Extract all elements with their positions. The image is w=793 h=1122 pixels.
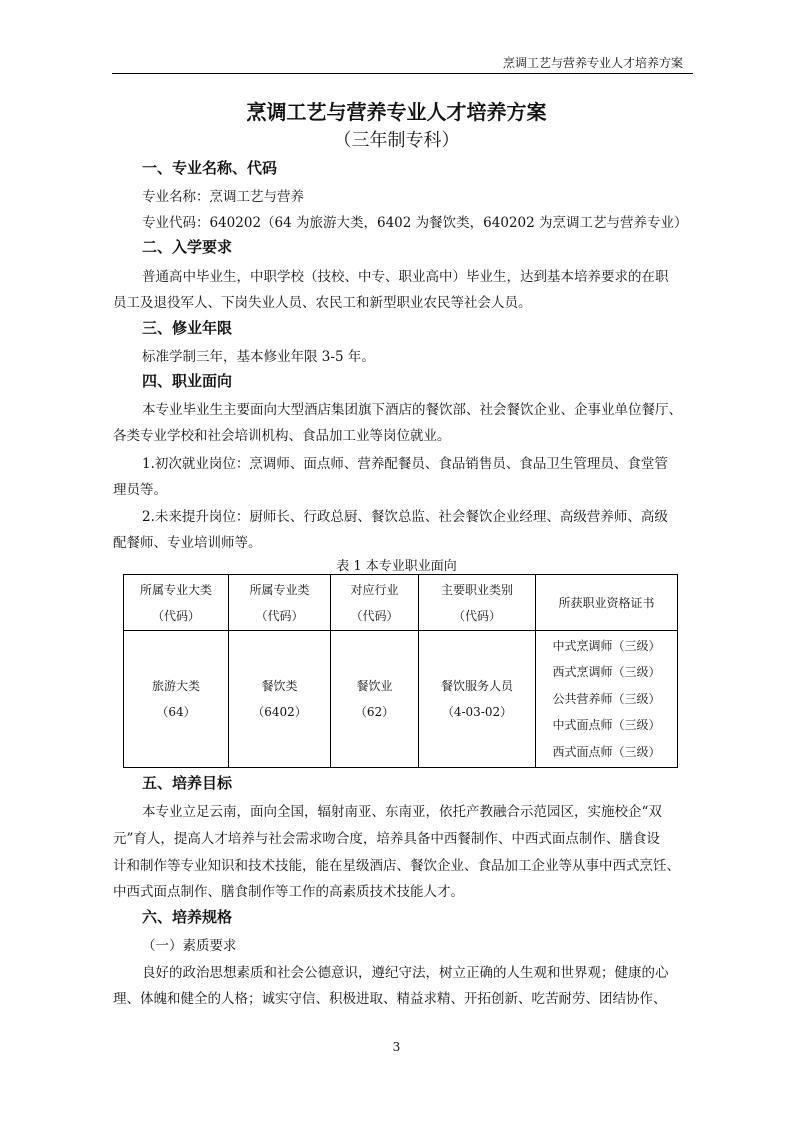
- table-cell: 旅游大类 （64）: [124, 631, 229, 768]
- career-orientation-table: [123, 574, 678, 768]
- page-number: 3: [392, 1040, 401, 1054]
- section-1-heading: 一、专业名称、代码: [142, 159, 278, 177]
- paragraph-line: 本专业立足云南，面向全国，辐射南亚、东南亚，依托产教融合示范园区，实施校企“双: [142, 804, 662, 820]
- section-5-heading: 五、培养目标: [142, 774, 233, 792]
- paragraph-line: 员工及退役军人、下岗失业人员、农民工和新型职业农民等社会人员。: [113, 295, 532, 311]
- table-header-cell: 所属专业类 （代码）: [229, 575, 331, 631]
- major-name-line: 专业名称：烹调工艺与营养: [142, 189, 304, 205]
- section-6-heading: 六、培养规格: [142, 908, 233, 926]
- document-title: 烹调工艺与营养专业人才培养方案: [246, 100, 547, 124]
- certificate-item: 西式面点师（三级）: [552, 744, 661, 759]
- table-header-row: [124, 575, 678, 631]
- certificate-list-cell: [536, 631, 678, 768]
- paragraph-line: 理员等。: [113, 482, 167, 498]
- document-subtitle: （三年制专科）: [333, 130, 460, 151]
- table-caption: 表 1 本专业职业面向: [336, 559, 457, 574]
- header-divider: [112, 73, 693, 74]
- section-2-heading: 二、入学要求: [142, 238, 233, 256]
- running-header-title: 烹调工艺与营养专业人才培养方案: [502, 56, 683, 70]
- table-header-cell: 主要职业类别 （代码）: [419, 575, 536, 631]
- table-header-cell: 对应行业 （代码）: [331, 575, 419, 631]
- table-row: [124, 631, 678, 768]
- paragraph-line: 良好的政治思想素质和社会公德意识，遵纪守法，树立正确的人生观和世界观；健康的心: [142, 965, 669, 981]
- paragraph-line: 元”育人，提高人才培养与社会需求吻合度，培养具备中西餐制作、中西式面点制作、膳食设: [113, 831, 660, 847]
- paragraph-line: 标准学制三年，基本修业年限 3-5 年。: [142, 349, 375, 365]
- section-4-heading: 四、职业面向: [142, 372, 233, 390]
- major-code-line: 专业代码：640202（64 为旅游大类，6402 为餐饮类，640202 为烹调工艺与营养专业）: [142, 215, 688, 231]
- paragraph-line: 本专业毕业生主要面向大型酒店集团旗下酒店的餐饮部、社会餐饮企业、企事业单位餐厅、: [142, 402, 682, 418]
- certificate-item: 西式烹调师（三级）: [552, 665, 661, 680]
- paragraph-line: 2.未来提升岗位：厨师长、行政总厨、餐饮总监、社会餐饮企业经理、高级营养师、高级: [142, 509, 668, 525]
- paragraph-line: 计和制作等专业知识和技术技能，能在星级酒店、餐饮企业、食品加工企业等从事中西式烹饪、: [113, 858, 680, 874]
- subsection-heading: （一）素质要求: [142, 938, 237, 954]
- paragraph-line: 配餐师、专业培训师等。: [113, 535, 262, 551]
- certificate-item: 中式烹调师（三级）: [552, 638, 661, 653]
- table-cell: 餐饮服务人员 （4-03-02）: [419, 631, 536, 768]
- table-header-cell: 所获职业资格证书: [536, 575, 678, 631]
- paragraph-line: 理、体魄和健全的人格；诚实守信、积极进取、精益求精、开拓创新、吃苦耐劳、团结协作、: [113, 991, 667, 1007]
- certificate-item: 公共营养师（三级）: [552, 691, 661, 706]
- certificate-item: 中式面点师（三级）: [552, 718, 661, 733]
- paragraph-line: 各类专业学校和社会培训机构、食品加工业等岗位就业。: [113, 428, 451, 444]
- paragraph-line: 中西式面点制作、膳食制作等工作的高素质技术技能人才。: [113, 884, 464, 900]
- table-cell: 餐饮类 （6402）: [229, 631, 331, 768]
- paragraph-line: 普通高中毕业生，中职学校（技校、中专、职业高中）毕业生，达到基本培养要求的在职: [142, 269, 669, 285]
- section-3-heading: 三、修业年限: [142, 319, 233, 337]
- table-header-cell: 所属专业大类 （代码）: [124, 575, 229, 631]
- paragraph-line: 1.初次就业岗位：烹调师、面点师、营养配餐员、食品销售员、食品卫生管理员、食堂管: [142, 456, 668, 472]
- table-cell: 餐饮业 （62）: [331, 631, 419, 768]
